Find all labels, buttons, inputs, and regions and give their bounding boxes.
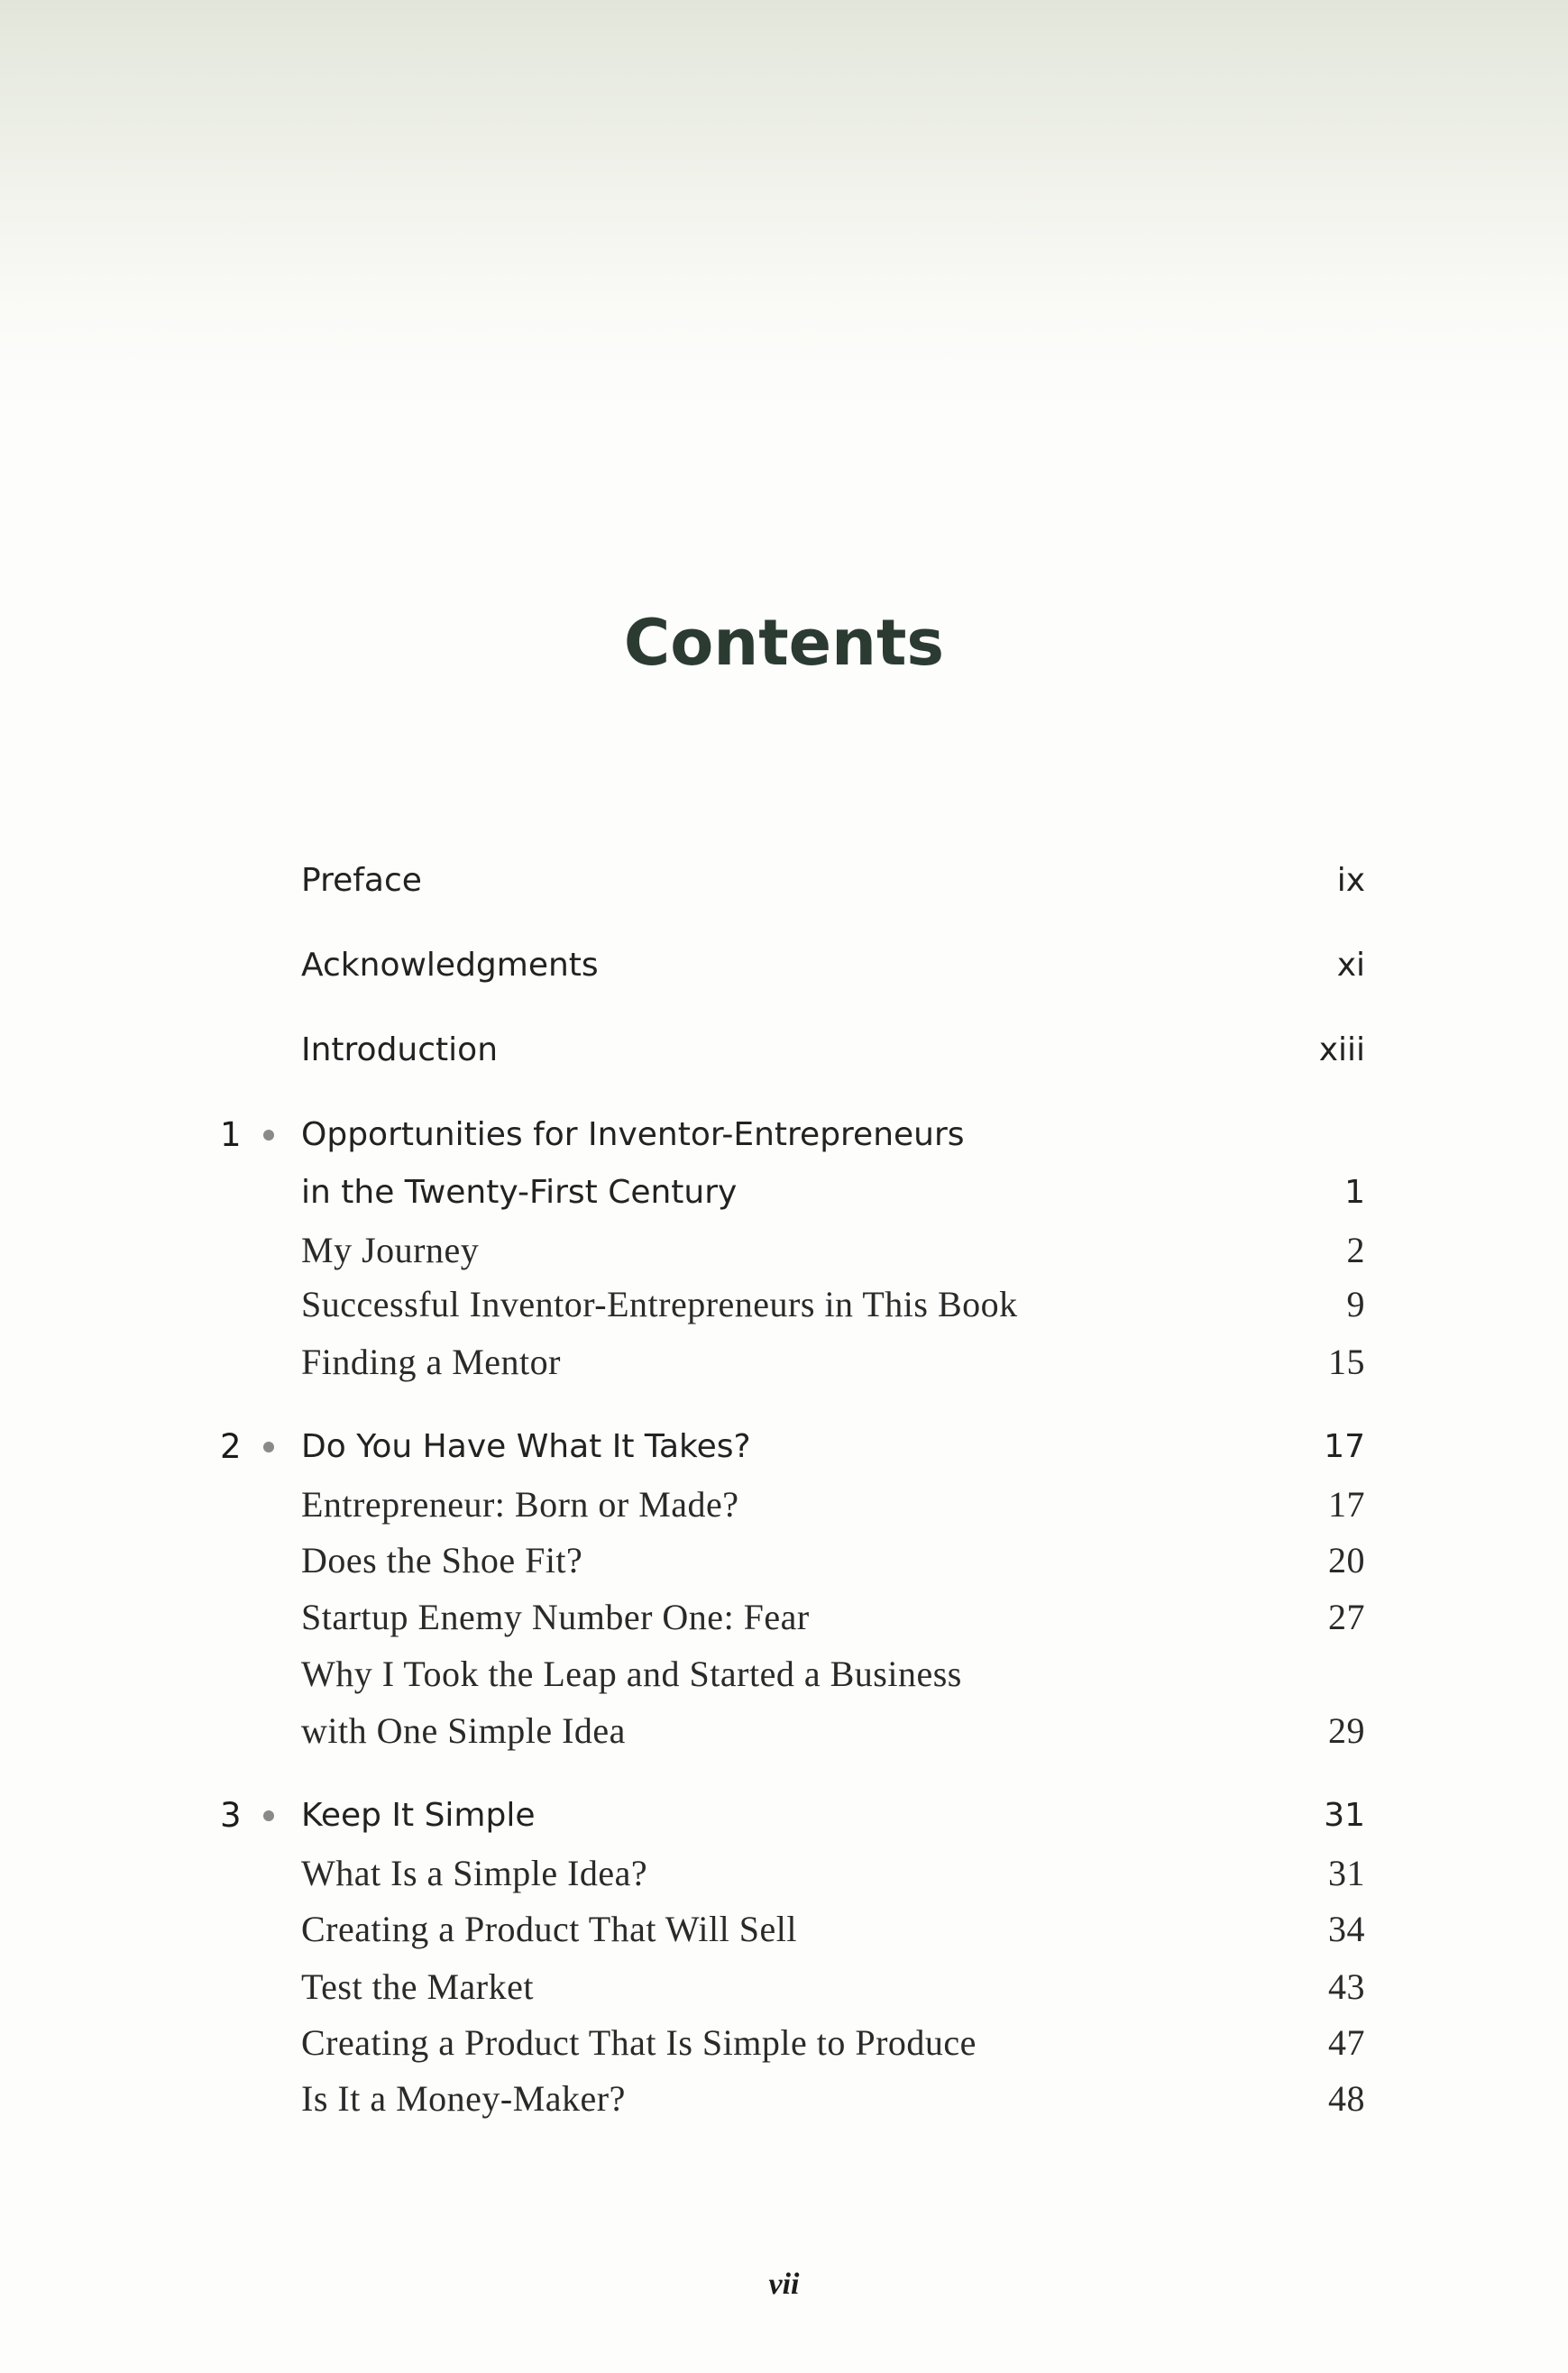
toc-chapter-1-cont[interactable] bbox=[0, 1166, 1568, 1220]
chapter-page: 1 bbox=[1344, 1174, 1365, 1211]
chapter-number: 1 bbox=[220, 1115, 242, 1154]
toc-entry-acknowledgments[interactable] bbox=[0, 939, 1568, 993]
section-label: Startup Enemy Number One: Fear bbox=[301, 1597, 810, 1637]
toc-section-cont[interactable] bbox=[0, 1704, 1568, 1758]
bullet-icon bbox=[263, 1442, 274, 1452]
section-label: Creating a Product That Will Sell bbox=[301, 1909, 797, 1949]
entry-label: Preface bbox=[301, 862, 422, 899]
section-page: 27 bbox=[1328, 1597, 1365, 1637]
toc-section[interactable] bbox=[0, 1590, 1568, 1645]
chapter-page: 31 bbox=[1324, 1797, 1365, 1834]
toc-section[interactable] bbox=[0, 2016, 1568, 2070]
toc-section[interactable] bbox=[0, 1335, 1568, 1389]
chapter-number: 2 bbox=[220, 1427, 242, 1466]
section-page: 43 bbox=[1328, 1966, 1365, 2007]
section-label: Is It a Money-Maker? bbox=[301, 2078, 626, 2119]
toc-section[interactable] bbox=[0, 1534, 1568, 1588]
chapter-title: Do You Have What It Takes? bbox=[301, 1428, 751, 1465]
section-label: What Is a Simple Idea? bbox=[301, 1853, 648, 1893]
section-page: 29 bbox=[1328, 1710, 1365, 1751]
toc-section[interactable] bbox=[0, 1647, 1568, 1701]
section-page: 15 bbox=[1328, 1342, 1365, 1382]
chapter-title: Keep It Simple bbox=[301, 1797, 536, 1834]
toc-section[interactable] bbox=[0, 1846, 1568, 1901]
chapter-page: 17 bbox=[1324, 1428, 1365, 1465]
chapter-title: in the Twenty-First Century bbox=[301, 1174, 738, 1211]
toc-section[interactable] bbox=[0, 2072, 1568, 2126]
section-label: My Journey bbox=[301, 1230, 480, 1270]
toc-section[interactable] bbox=[0, 1478, 1568, 1532]
toc-chapter-1[interactable] bbox=[0, 1108, 1568, 1162]
entry-label: Acknowledgments bbox=[301, 947, 599, 984]
section-page: 34 bbox=[1328, 1909, 1365, 1949]
toc-entry-preface[interactable] bbox=[0, 854, 1568, 908]
entry-page: ix bbox=[1336, 862, 1365, 899]
section-label: with One Simple Idea bbox=[301, 1710, 626, 1751]
section-label: Finding a Mentor bbox=[301, 1342, 561, 1382]
entry-page: xiii bbox=[1318, 1031, 1365, 1068]
section-label: Test the Market bbox=[301, 1966, 534, 2007]
toc-chapter-3[interactable] bbox=[0, 1789, 1568, 1843]
section-page: 48 bbox=[1328, 2078, 1365, 2119]
section-page: 31 bbox=[1328, 1853, 1365, 1893]
chapter-title: Opportunities for Inventor-Entrepreneurs bbox=[301, 1116, 965, 1153]
bullet-icon bbox=[263, 1130, 274, 1141]
chapter-number: 3 bbox=[220, 1796, 242, 1835]
toc-section[interactable] bbox=[0, 1278, 1568, 1332]
toc-entry-introduction[interactable] bbox=[0, 1023, 1568, 1077]
section-page: 47 bbox=[1328, 2022, 1365, 2063]
toc-chapter-2[interactable] bbox=[0, 1420, 1568, 1474]
page-number: vii bbox=[768, 2268, 800, 2301]
entry-label: Introduction bbox=[301, 1031, 499, 1068]
page-top-shadow bbox=[0, 0, 1568, 415]
section-page: 20 bbox=[1328, 1540, 1365, 1580]
section-label: Does the Shoe Fit? bbox=[301, 1540, 583, 1580]
toc-section[interactable] bbox=[0, 1960, 1568, 2014]
entry-page: xi bbox=[1336, 947, 1365, 984]
section-page: 2 bbox=[1346, 1230, 1365, 1270]
section-page: 17 bbox=[1328, 1484, 1365, 1525]
page-title: Contents bbox=[623, 606, 945, 680]
section-label: Entrepreneur: Born or Made? bbox=[301, 1484, 739, 1525]
section-page: 9 bbox=[1346, 1284, 1365, 1324]
section-label: Creating a Product That Is Simple to Produce bbox=[301, 2022, 977, 2063]
toc-section[interactable] bbox=[0, 1902, 1568, 1956]
toc-section[interactable] bbox=[0, 1223, 1568, 1278]
section-label: Why I Took the Leap and Started a Business bbox=[301, 1654, 962, 1694]
section-label: Successful Inventor-Entrepreneurs in This Book bbox=[301, 1284, 1018, 1324]
bullet-icon bbox=[263, 1810, 274, 1821]
